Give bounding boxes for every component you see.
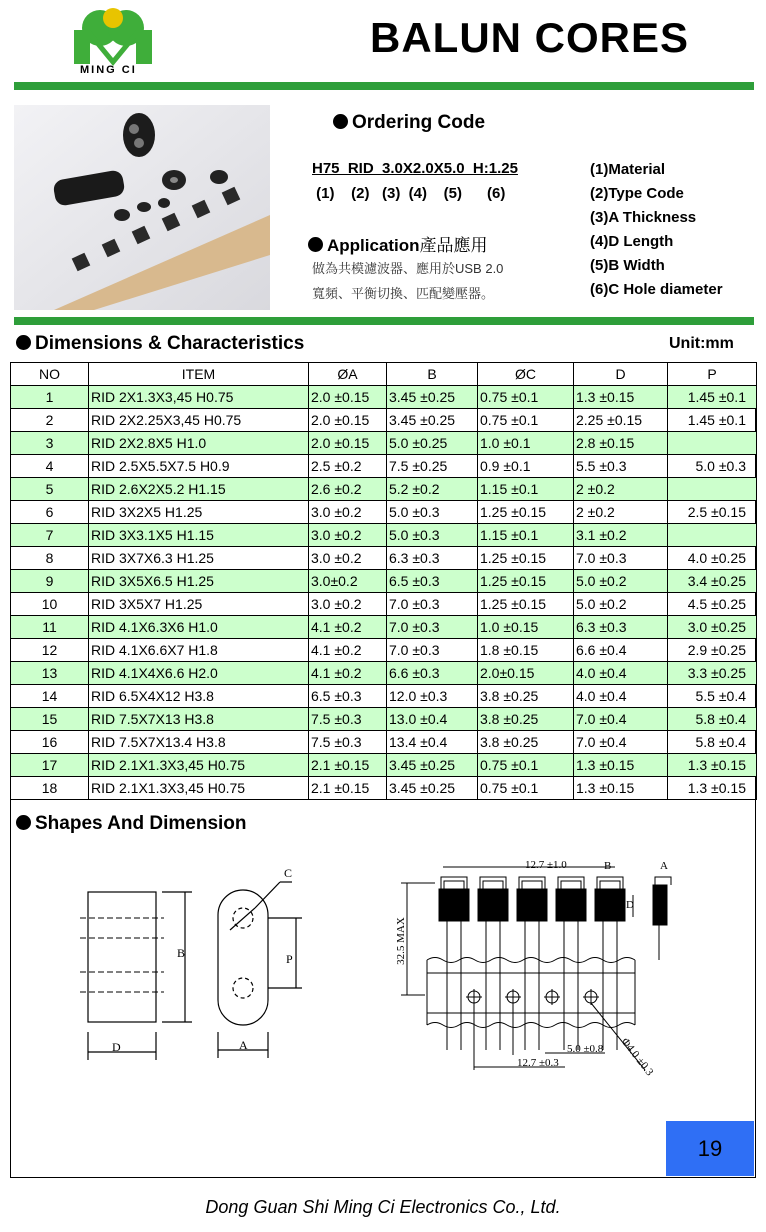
core-drawing [70, 860, 330, 1075]
dim-label-d2: D [626, 899, 634, 911]
company-logo [70, 8, 156, 88]
table-cell: 5.0 ±0.25 [387, 432, 478, 455]
column-header: B [387, 363, 478, 386]
table-cell: 5.8 ±0.4 [668, 708, 757, 731]
dimensions-title: Dimensions & Characteristics [35, 333, 305, 354]
table-row [11, 478, 757, 501]
unit-label: Unit:mm [669, 335, 734, 352]
table-row [11, 547, 757, 570]
table-cell: 12 [11, 639, 89, 662]
table-row [11, 524, 757, 547]
table-cell: 18 [11, 777, 89, 800]
table-cell: 4.1 ±0.2 [309, 616, 387, 639]
ordering-code-legend [590, 158, 723, 302]
legend-item: (4)D Length [590, 233, 674, 250]
table-cell: 7.0 ±0.3 [387, 616, 478, 639]
table-cell: 0.75 ±0.1 [478, 409, 574, 432]
table-cell: RID 6.5X4X12 H3.8 [89, 685, 309, 708]
table-cell: 5 [11, 478, 89, 501]
table-row [11, 570, 757, 593]
table-cell: 2.1 ±0.15 [309, 777, 387, 800]
page-title: BALUN CORES [370, 14, 690, 61]
table-cell: 4.1 ±0.2 [309, 662, 387, 685]
table-row [11, 501, 757, 524]
table-cell: RID 7.5X7X13.4 H3.8 [89, 731, 309, 754]
table-cell: 4 [11, 455, 89, 478]
table-cell: 6.5 ±0.3 [387, 570, 478, 593]
dim-label-b2: B [604, 860, 612, 872]
page-number: 19 [666, 1121, 754, 1176]
table-cell: RID 2X1.3X3,45 H0.75 [89, 386, 309, 409]
table-cell: 4.1 ±0.2 [309, 639, 387, 662]
table-row [11, 777, 757, 800]
table-cell: 5.0 ±0.3 [387, 524, 478, 547]
column-header: P [668, 363, 757, 386]
application-line: 寬頻、平衡切換、匹配變壓器。 [312, 286, 495, 301]
section-divider [14, 317, 754, 325]
table-cell: 3.0±0.2 [309, 570, 387, 593]
table-row [11, 616, 757, 639]
table-cell: 5.0 ±0.3 [387, 501, 478, 524]
application-title: Application [327, 236, 420, 255]
table-cell: 1.15 ±0.1 [478, 478, 574, 501]
taping-drawing [395, 855, 695, 1080]
table-cell: 1.45 ±0.1 [668, 386, 757, 409]
table-cell: 7.0 ±0.3 [387, 593, 478, 616]
table-cell: 3.4 ±0.25 [668, 570, 757, 593]
table-cell: 5.8 ±0.4 [668, 731, 757, 754]
table-row [11, 409, 757, 432]
table-cell: 7.0 ±0.4 [574, 708, 668, 731]
table-cell: 3.0 ±0.2 [309, 501, 387, 524]
table-cell: 2.9 ±0.25 [668, 639, 757, 662]
table-cell: 2.1 ±0.15 [309, 754, 387, 777]
product-photo [14, 105, 270, 310]
table-cell: RID 7.5X7X13 H3.8 [89, 708, 309, 731]
ordering-code-title: Ordering Code [352, 112, 486, 133]
logo-text: MING CI [80, 64, 137, 76]
table-cell: RID 3X5X7 H1.25 [89, 593, 309, 616]
table-cell: 2.0 ±0.15 [309, 409, 387, 432]
table-cell: 0.75 ±0.1 [478, 386, 574, 409]
table-cell: 0.9 ±0.1 [478, 455, 574, 478]
table-row [11, 639, 757, 662]
table-cell: 1.25 ±0.15 [478, 593, 574, 616]
table-cell: 3 [11, 432, 89, 455]
table-cell: 5.5 ±0.3 [574, 455, 668, 478]
table-cell: 13.4 ±0.4 [387, 731, 478, 754]
table-cell: 1.25 ±0.15 [478, 570, 574, 593]
table-cell: 1.3 ±0.15 [668, 754, 757, 777]
table-cell: 3.8 ±0.25 [478, 731, 574, 754]
legend-item: (6)C Hole diameter [590, 281, 723, 298]
table-cell: RID 2.1X1.3X3,45 H0.75 [89, 777, 309, 800]
table-cell [668, 432, 757, 455]
table-cell: 1.3 ±0.15 [574, 386, 668, 409]
shapes-title: Shapes And Dimension [35, 813, 247, 834]
bullet-icon [16, 335, 31, 350]
table-cell: 1.25 ±0.15 [478, 547, 574, 570]
legend-item: (3)A Thickness [590, 209, 697, 226]
table-cell: 3.45 ±0.25 [387, 409, 478, 432]
application-heading [308, 231, 488, 256]
table-cell: 0.75 ±0.1 [478, 777, 574, 800]
table-cell: 2.6 ±0.2 [309, 478, 387, 501]
table-cell: 6 [11, 501, 89, 524]
table-cell: 5.0 ±0.3 [668, 455, 757, 478]
table-cell: 3.3 ±0.25 [668, 662, 757, 685]
table-cell: RID 4.1X6.3X6 H1.0 [89, 616, 309, 639]
table-cell: 14 [11, 685, 89, 708]
column-header: ØA [309, 363, 387, 386]
column-header: NO [11, 363, 89, 386]
table-cell: 6.3 ±0.3 [574, 616, 668, 639]
column-header: D [574, 363, 668, 386]
table-cell: 3.0 ±0.2 [309, 593, 387, 616]
application-description [312, 256, 503, 306]
table-cell: 2 ±0.2 [574, 478, 668, 501]
dimensions-heading [16, 333, 304, 355]
dim-label-hole-offset: 5.0 ±0.8 [567, 1043, 604, 1055]
ordering-code-example: H75 RID 3.0X2.0X5.0 H:1.25 [312, 160, 518, 177]
ordering-code-indices: (1) (2) (3) (4) (5) (6) [312, 185, 506, 202]
application-line: 做為共模濾波器、應用於USB 2.0 [312, 261, 504, 276]
table-cell: 3.0 ±0.2 [309, 547, 387, 570]
table-cell: 1.3 ±0.15 [668, 777, 757, 800]
table-cell: 4.0 ±0.25 [668, 547, 757, 570]
ordering-code-heading [333, 112, 485, 134]
table-cell: 7.0 ±0.3 [574, 547, 668, 570]
table-cell: 1 [11, 386, 89, 409]
application-title-cn: 產品應用 [419, 236, 488, 255]
table-cell: RID 2.1X1.3X3,45 H0.75 [89, 754, 309, 777]
dim-label-hole-dia: Φ4.0 ±0.3 [618, 1035, 656, 1079]
table-cell: RID 2X2.8X5 H1.0 [89, 432, 309, 455]
table-cell: 2.5 ±0.2 [309, 455, 387, 478]
table-cell: RID 2.5X5.5X7.5 H0.9 [89, 455, 309, 478]
table-cell: 11 [11, 616, 89, 639]
table-cell: 6.5 ±0.3 [309, 685, 387, 708]
table-cell: 1.25 ±0.15 [478, 501, 574, 524]
table-cell: 6.6 ±0.4 [574, 639, 668, 662]
table-cell: 10 [11, 593, 89, 616]
table-cell: 8 [11, 547, 89, 570]
table-row [11, 432, 757, 455]
table-cell: 3.0 ±0.25 [668, 616, 757, 639]
column-header: ITEM [89, 363, 309, 386]
table-cell: RID 3X5X6.5 H1.25 [89, 570, 309, 593]
table-cell: RID 2X2.25X3,45 H0.75 [89, 409, 309, 432]
bullet-icon [16, 815, 31, 830]
table-cell: 3.45 ±0.25 [387, 754, 478, 777]
dim-label-p: P [286, 952, 293, 966]
dim-label-b: B [177, 946, 186, 960]
table-cell: 1.15 ±0.1 [478, 524, 574, 547]
legend-item: (2)Type Code [590, 185, 684, 202]
footer-company: Dong Guan Shi Ming Ci Electronics Co., Ltd. [205, 1197, 561, 1217]
table-row [11, 754, 757, 777]
table-cell: RID 3X2X5 H1.25 [89, 501, 309, 524]
bullet-icon [308, 237, 323, 252]
table-header-row [11, 363, 757, 386]
dim-label-pitch-top: 12.7 ±1.0 [525, 859, 567, 871]
table-cell: 9 [11, 570, 89, 593]
dimensions-table [10, 362, 757, 800]
table-cell [668, 478, 757, 501]
table-cell: 4.5 ±0.25 [668, 593, 757, 616]
table-cell: 7.0 ±0.3 [387, 639, 478, 662]
table-cell: 1.0 ±0.15 [478, 616, 574, 639]
table-cell: 17 [11, 754, 89, 777]
table-row [11, 708, 757, 731]
table-cell: 2.0±0.15 [478, 662, 574, 685]
dim-label-c: C [284, 866, 293, 880]
bullet-icon [333, 114, 348, 129]
table-cell: 5.5 ±0.4 [668, 685, 757, 708]
dim-label-a: A [239, 1038, 248, 1052]
table-cell: 1.45 ±0.1 [668, 409, 757, 432]
table-cell: 2 [11, 409, 89, 432]
table-cell: RID 2.6X2X5.2 H1.15 [89, 478, 309, 501]
dim-label-pitch-bottom: 12.7 ±0.3 [517, 1057, 559, 1069]
table-row [11, 455, 757, 478]
table-cell: 5.2 ±0.2 [387, 478, 478, 501]
table-cell: 5.0 ±0.2 [574, 570, 668, 593]
table-cell: 2.25 ±0.15 [574, 409, 668, 432]
table-cell: 2.0 ±0.15 [309, 386, 387, 409]
table-row [11, 386, 757, 409]
table-row [11, 685, 757, 708]
table-cell: 2 ±0.2 [574, 501, 668, 524]
table-cell: 3.0 ±0.2 [309, 524, 387, 547]
legend-item: (5)B Width [590, 257, 665, 274]
table-row [11, 593, 757, 616]
table-cell: 2.5 ±0.15 [668, 501, 757, 524]
table-cell: 2.8 ±0.15 [574, 432, 668, 455]
column-header: ØC [478, 363, 574, 386]
table-cell [668, 524, 757, 547]
dim-label-d: D [112, 1040, 121, 1054]
table-cell: 12.0 ±0.3 [387, 685, 478, 708]
table-cell: 13.0 ±0.4 [387, 708, 478, 731]
table-cell: 4.0 ±0.4 [574, 685, 668, 708]
table-cell: 15 [11, 708, 89, 731]
table-cell: 5.0 ±0.2 [574, 593, 668, 616]
table-cell: 3.8 ±0.25 [478, 708, 574, 731]
table-cell: 7.0 ±0.4 [574, 731, 668, 754]
table-body [11, 386, 757, 800]
table-row [11, 662, 757, 685]
table-cell: 13 [11, 662, 89, 685]
legend-item: (1)Material [590, 161, 666, 178]
table-cell: 1.0 ±0.1 [478, 432, 574, 455]
header-divider [14, 82, 754, 90]
table-cell: RID 4.1X4X6.6 H2.0 [89, 662, 309, 685]
table-cell: 6.6 ±0.3 [387, 662, 478, 685]
table-cell: 1.3 ±0.15 [574, 754, 668, 777]
table-cell: 6.3 ±0.3 [387, 547, 478, 570]
table-cell: 3.8 ±0.25 [478, 685, 574, 708]
table-cell: RID 4.1X6.6X7 H1.8 [89, 639, 309, 662]
table-row [11, 731, 757, 754]
table-cell: 2.0 ±0.15 [309, 432, 387, 455]
table-cell: 1.8 ±0.15 [478, 639, 574, 662]
table-cell: 7.5 ±0.3 [309, 731, 387, 754]
table-cell: 3.45 ±0.25 [387, 777, 478, 800]
table-cell: 0.75 ±0.1 [478, 754, 574, 777]
table-cell: 1.3 ±0.15 [574, 777, 668, 800]
table-cell: RID 3X3.1X5 H1.15 [89, 524, 309, 547]
table-cell: 3.1 ±0.2 [574, 524, 668, 547]
table-cell: 3.45 ±0.25 [387, 386, 478, 409]
table-cell: 7.5 ±0.25 [387, 455, 478, 478]
shapes-heading [16, 813, 247, 835]
table-cell: 16 [11, 731, 89, 754]
table-cell: RID 3X7X6.3 H1.25 [89, 547, 309, 570]
dim-label-a2: A [660, 860, 668, 872]
table-cell: 7.5 ±0.3 [309, 708, 387, 731]
table-cell: 4.0 ±0.4 [574, 662, 668, 685]
dim-label-height: 32.5 MAX [394, 917, 407, 965]
table-cell: 7 [11, 524, 89, 547]
